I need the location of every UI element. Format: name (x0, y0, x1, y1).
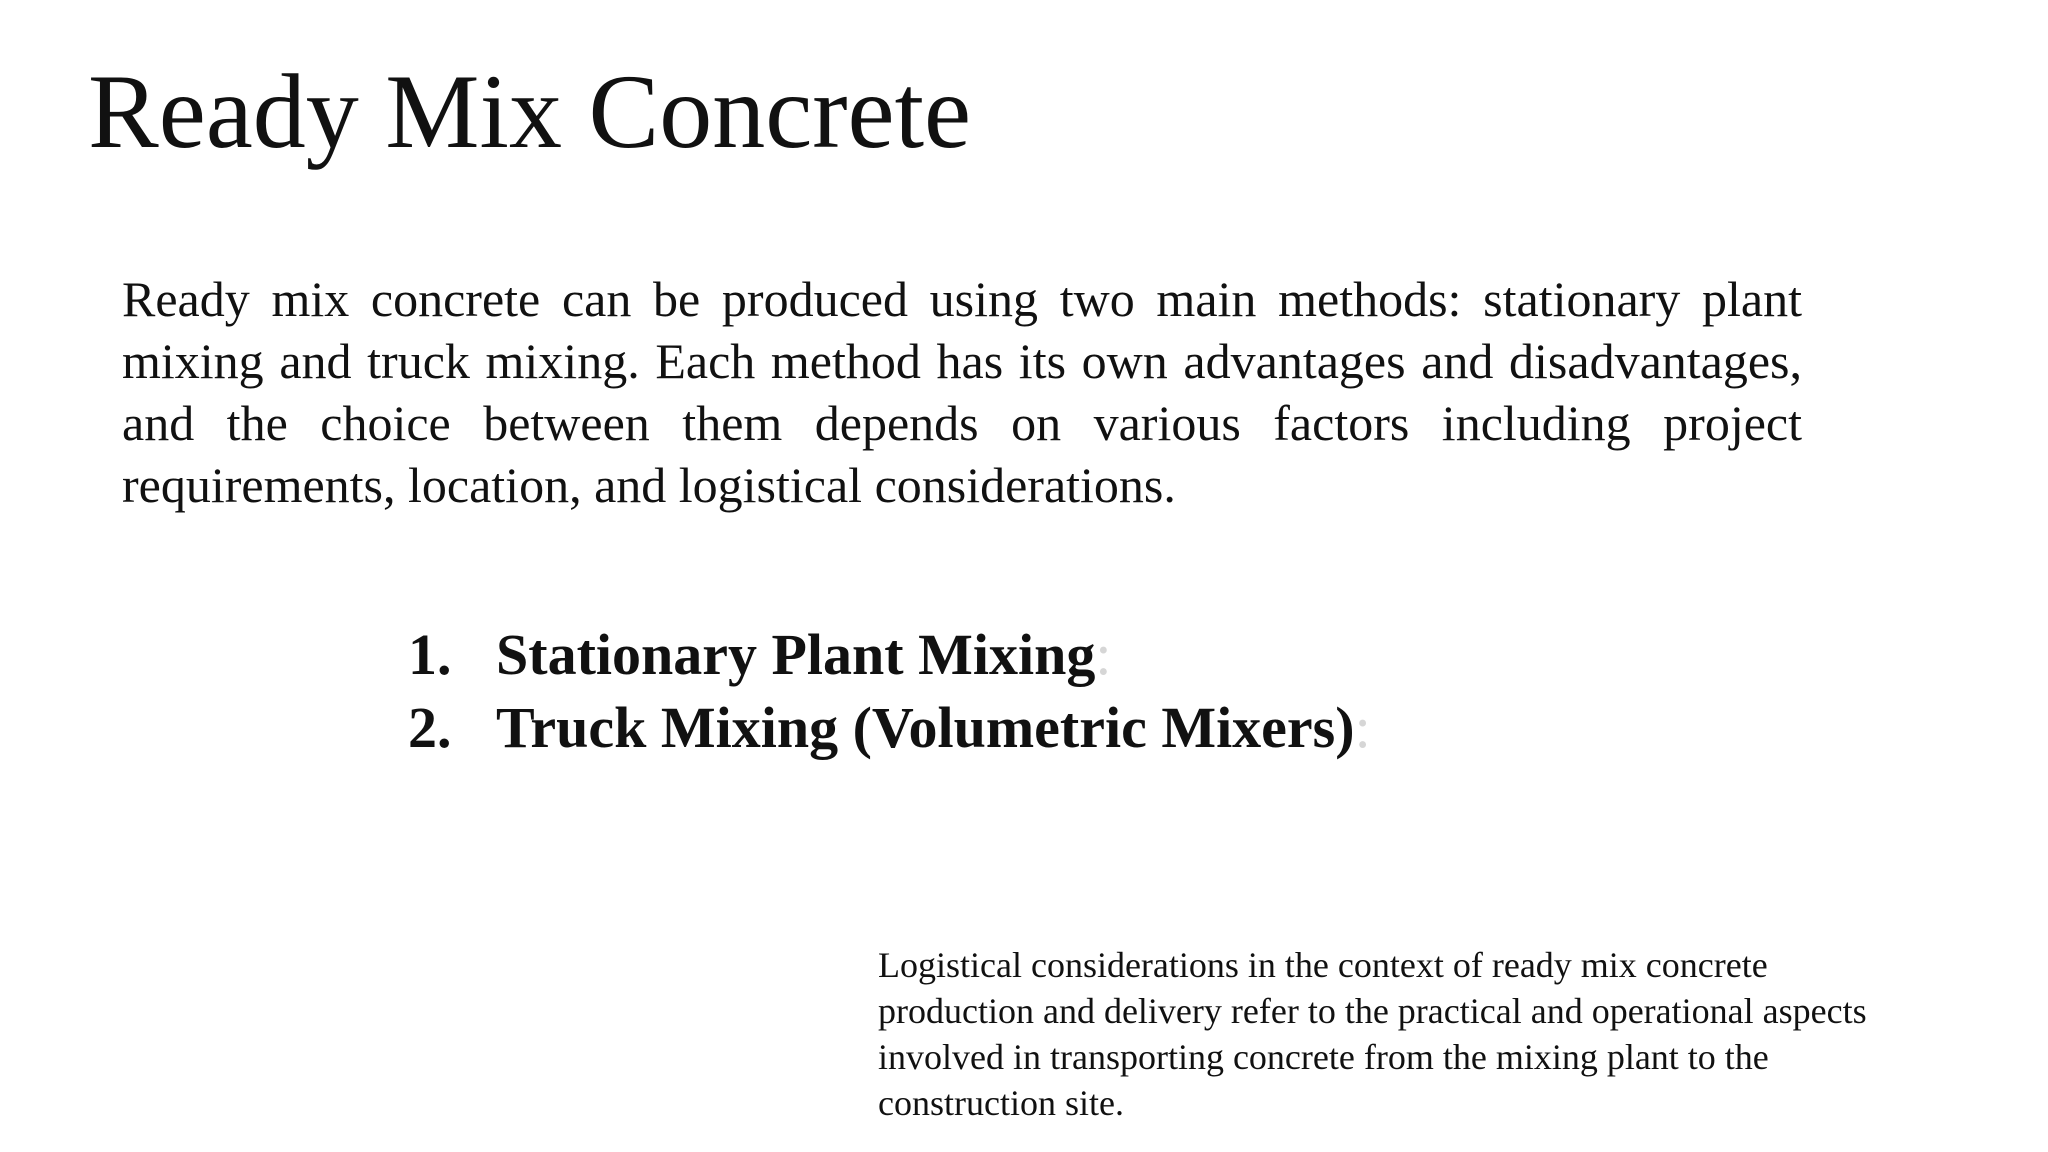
method-number: 2. (408, 695, 452, 760)
intro-paragraph: Ready mix concrete can be produced using two main methods: stationary plant mixing and truck mixing. Each method has its own advantages and disadvantages, and the choice between them depends on various factors including project requirements, location, and logistical considerations. (122, 271, 1802, 513)
method-item-stationary-plant-mixing (408, 618, 1371, 691)
method-label: Truck Mixing (Volumetric Mixers) (496, 695, 1355, 760)
method-colon: : (1095, 622, 1112, 687)
method-colon: : (1354, 695, 1371, 760)
logistics-note: Logistical considerations in the context of ready mix concrete production and delivery refer to the practical and operational aspects involved in transporting concrete from the mixing plant to the construction site. (878, 945, 1867, 1123)
slide-title: Ready Mix Concrete (88, 53, 972, 170)
method-item-truck-mixing (408, 691, 1371, 764)
method-list (408, 618, 1371, 764)
method-label: Stationary Plant Mixing (496, 622, 1096, 687)
method-number: 1. (408, 622, 452, 687)
